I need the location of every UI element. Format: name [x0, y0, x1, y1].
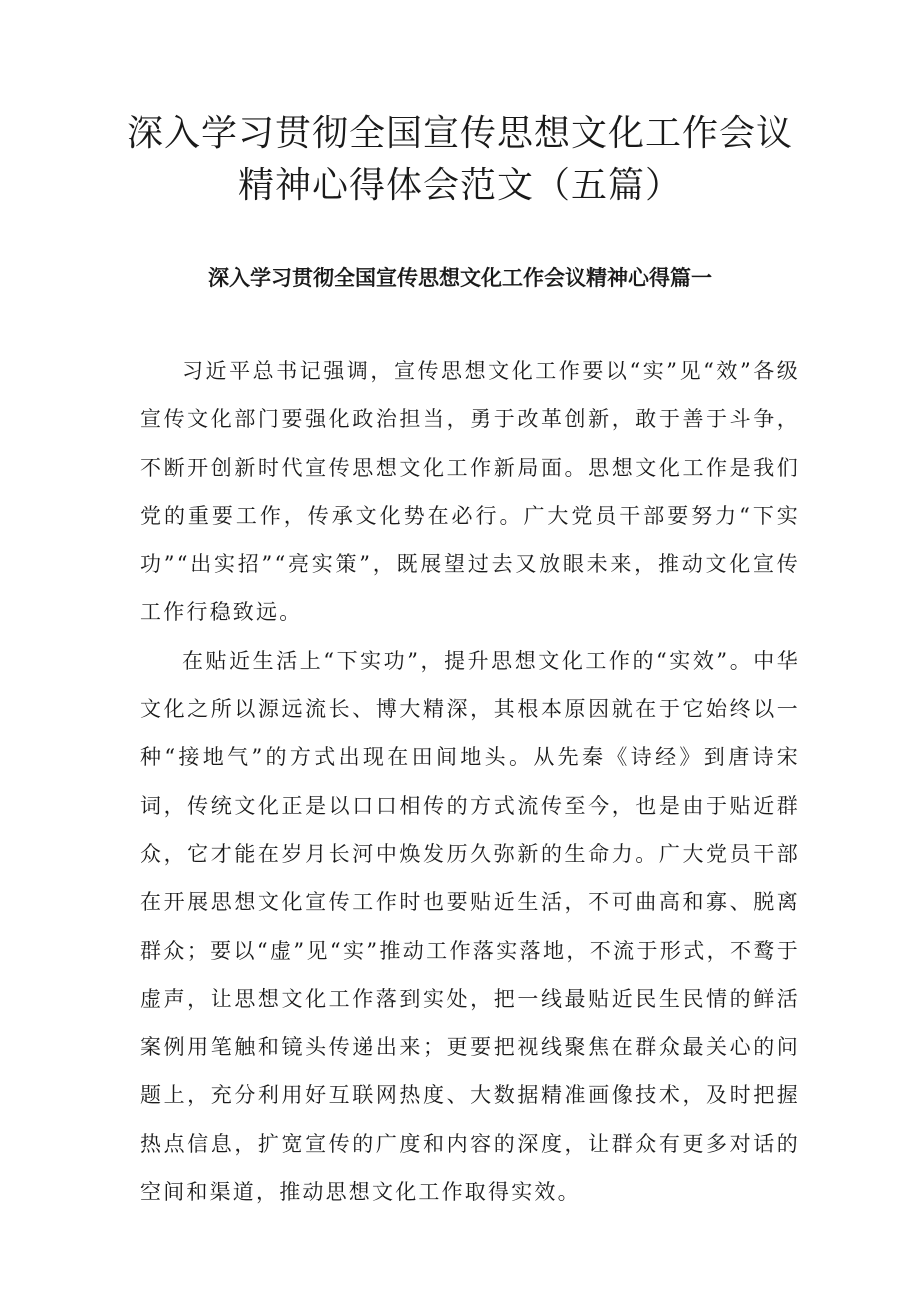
- document-body: [140, 347, 800, 1216]
- section-heading: 深入学习贯彻全国宣传思想文化工作会议精神心得篇一: [208, 266, 712, 290]
- document-title-line-2: 精神心得体会范文（五篇）: [237, 165, 682, 206]
- paragraph-2: 在贴近生活上“下实功”，提升思想文化工作的“实效”。中华文化之所以源远流长、博大精深，其根本原因就在于它始终以一种“接地气”的方式出现在田间地头。从先秦《诗经》到唐诗宋词，传统文化正是以口口相传的方式流传至今，也是由于贴近群众，它才能在岁月长河中焕发历久弥新的生命力。广大党员干部在开展思想文化宣传工作时也要贴近生活，不可曲高和寡、脱离群众；要以“虚”见“实”推动工作落实落地，不流于形式，不鹜于虚声，让思想文化工作落到实处，把一线最贴近民生民情的鲜活案例用笔触和镜头传递出来；更要把视线聚焦在群众最关心的问题上，充分利用好互联网热度、大数据精准画像技术，及时把握热点信息，扩宽宣传的广度和内容的深度，让群众有更多对话的空间和渠道，推动思想文化工作取得实效。: [140, 648, 800, 1205]
- document-title-line-1: 深入学习贯彻全国宣传思想文化工作会议: [126, 113, 793, 154]
- document-title: [100, 108, 820, 212]
- paragraph-1: 习近平总书记强调，宣传思想文化工作要以“实”见“效”各级宣传文化部门要强化政治担当，勇于改革创新，敢于善于斗争，不断开创新时代宣传思想文化工作新局面。思想文化工作是我们党的重要工作，传承文化势在必行。广大党员干部要努力“下实功”“出实招”“亮实策”，既展望过去又放眼未来，推动文化宣传工作行稳致远。: [140, 359, 800, 625]
